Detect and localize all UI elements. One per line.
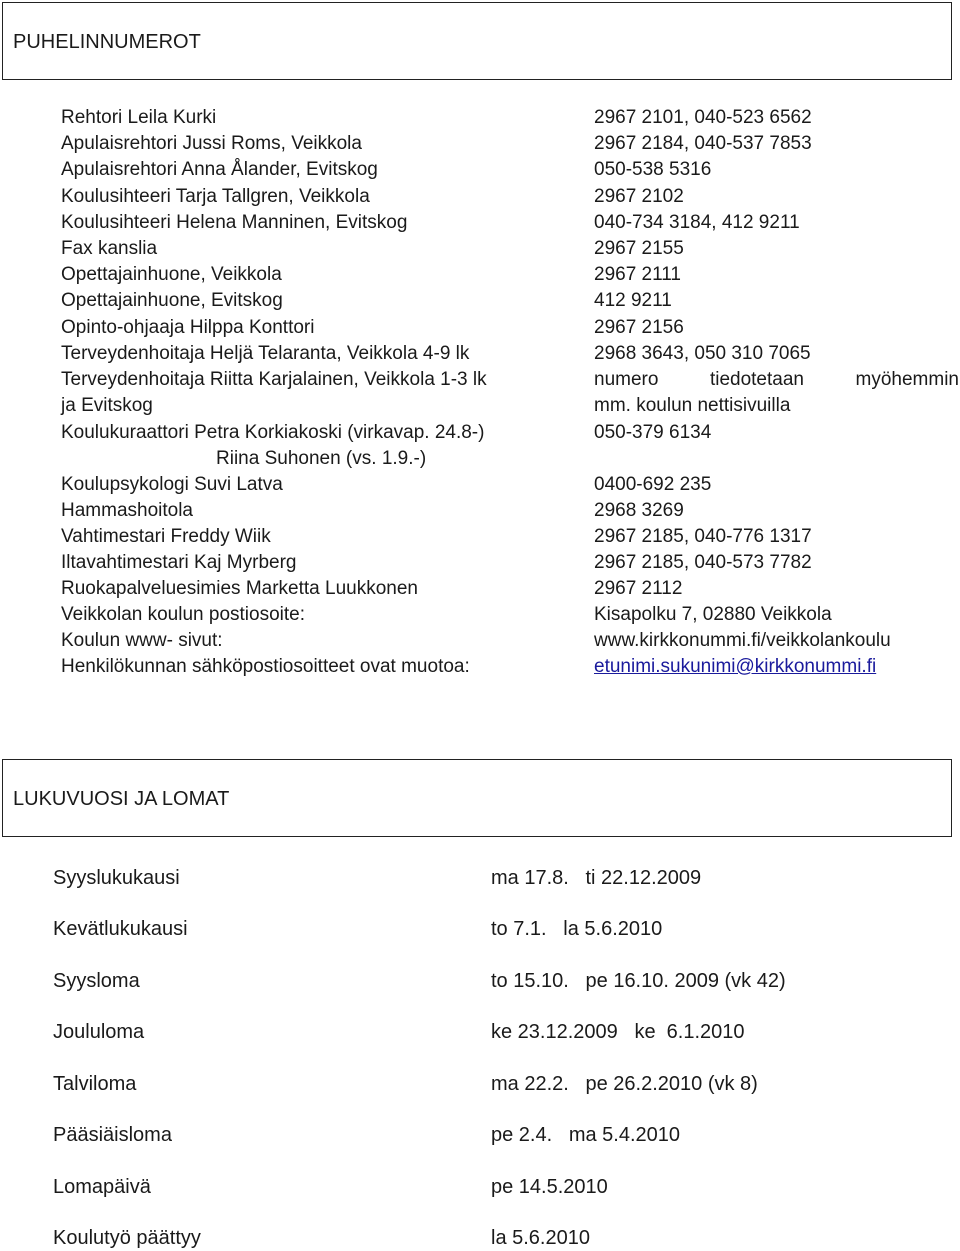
phone-row-label: Koulusihteeri Tarja Tallgren, Veikkola — [61, 186, 370, 207]
term-row-label: Kevätlukukausi — [53, 918, 188, 940]
postal-address: Kisapolku 7, 02880 Veikkola — [594, 604, 832, 625]
phone-row-value: mm. koulun nettisivuilla — [594, 395, 791, 416]
section-title-phone-numbers: PUHELINNUMEROT — [13, 31, 201, 53]
phone-row-value: 2967 2112 — [594, 578, 683, 599]
phone-row-value — [594, 367, 959, 393]
phone-row-label: Iltavahtimestari Kaj Myrberg — [61, 552, 297, 573]
term-row-value: ke 23.12.2009 ke 6.1.2010 — [491, 1021, 745, 1043]
term-row-value: to 15.10. pe 16.10. 2009 (vk 42) — [491, 970, 786, 992]
term-row-value: la 5.6.2010 — [491, 1227, 590, 1249]
phone-row-value-word: numero — [594, 369, 659, 390]
phone-row-value-word: myöhemmin — [855, 369, 959, 390]
phone-row-label: Riina Suhonen (vs. 1.9.-) — [216, 448, 427, 469]
phone-row-label: Rehtori Leila Kurki — [61, 107, 217, 128]
term-row-value: ma 22.2. pe 26.2.2010 (vk 8) — [491, 1073, 758, 1095]
phone-row-label: Opettajainhuone, Veikkola — [61, 264, 282, 285]
phone-row-label: Opinto-ohjaaja Hilppa Konttori — [61, 317, 315, 338]
section-title-school-year: LUKUVUOSI JA LOMAT — [13, 788, 230, 810]
phone-row-label: Apulaisrehtori Anna Ålander, Evitskog — [61, 159, 378, 180]
phone-row-label: Koulun www- sivut: — [61, 630, 223, 651]
term-row-label: Lomapäivä — [53, 1176, 151, 1198]
phone-row-label: Opettajainhuone, Evitskog — [61, 290, 283, 311]
phone-row-label: Terveydenhoitaja Riitta Karjalainen, Veikkola 1-3 lk — [61, 369, 487, 390]
term-row-value: pe 14.5.2010 — [491, 1176, 608, 1198]
phone-row-value: 2968 3643, 050 310 7065 — [594, 343, 811, 364]
phone-row-value: 2967 2111 — [594, 264, 681, 285]
phone-row-value: 050-379 6134 — [594, 422, 712, 443]
phone-row-value: 050-538 5316 — [594, 159, 712, 180]
phone-row-value: 0400-692 235 — [594, 474, 712, 495]
phone-row-value-word: tiedotetaan — [709, 369, 804, 390]
phone-row-value: 2967 2156 — [594, 317, 684, 338]
phone-row-value: 2968 3269 — [594, 500, 684, 521]
term-row-value: pe 2.4. ma 5.4.2010 — [491, 1124, 681, 1146]
term-row-label: Koulutyö päättyy — [53, 1227, 201, 1249]
website-url: www.kirkkonummi.fi/veikkolankoulu — [594, 630, 891, 651]
email-format-link[interactable]: etunimi.sukunimi@kirkkonummi.fi — [594, 656, 877, 677]
phone-row-label: Fax kanslia — [61, 238, 158, 259]
term-row-label: Talviloma — [53, 1073, 137, 1095]
term-row-label: Joululoma — [53, 1021, 145, 1043]
phone-row-label: Koulusihteeri Helena Manninen, Evitskog — [61, 212, 408, 233]
phone-row-label: Koulukuraattori Petra Korkiakoski (virkavap. 24.8-) — [61, 422, 485, 443]
term-row-value: ma 17.8. ti 22.12.2009 — [491, 867, 702, 889]
term-row-value: to 7.1. la 5.6.2010 — [491, 918, 663, 940]
phone-row-label: Hammashoitola — [61, 500, 193, 521]
phone-row-value: 2967 2185, 040-776 1317 — [594, 526, 812, 547]
phone-row-value: 2967 2184, 040-537 7853 — [594, 133, 812, 154]
term-row-label: Syysloma — [53, 970, 140, 992]
phone-row-label: Vahtimestari Freddy Wiik — [61, 526, 271, 547]
phone-section-header — [2, 2, 952, 80]
phone-row-label: Apulaisrehtori Jussi Roms, Veikkola — [61, 133, 362, 154]
phone-row-value: 2967 2155 — [594, 238, 684, 259]
phone-row-label: Henkilökunnan sähköpostiosoitteet ovat muotoa: — [61, 656, 470, 677]
phone-row-label: Veikkolan koulun postiosoite: — [61, 604, 305, 625]
phone-row-label: ja Evitskog — [61, 395, 153, 416]
phone-row-value: 2967 2102 — [594, 186, 684, 207]
phone-row-label: Koulupsykologi Suvi Latva — [61, 474, 283, 495]
phone-row-value: 040-734 3184, 412 9211 — [594, 212, 800, 233]
term-section-header — [2, 759, 952, 837]
phone-row-value: 2967 2101, 040-523 6562 — [594, 107, 812, 128]
phone-row-value: 2967 2185, 040-573 7782 — [594, 552, 812, 573]
phone-row-label: Terveydenhoitaja Heljä Telaranta, Veikkola 4-9 lk — [61, 343, 470, 364]
term-row-label: Syyslukukausi — [53, 867, 180, 889]
term-row-label: Pääsiäisloma — [53, 1124, 172, 1146]
phone-row-label: Ruokapalveluesimies Marketta Luukkonen — [61, 578, 418, 599]
phone-row-value: 412 9211 — [594, 290, 672, 311]
